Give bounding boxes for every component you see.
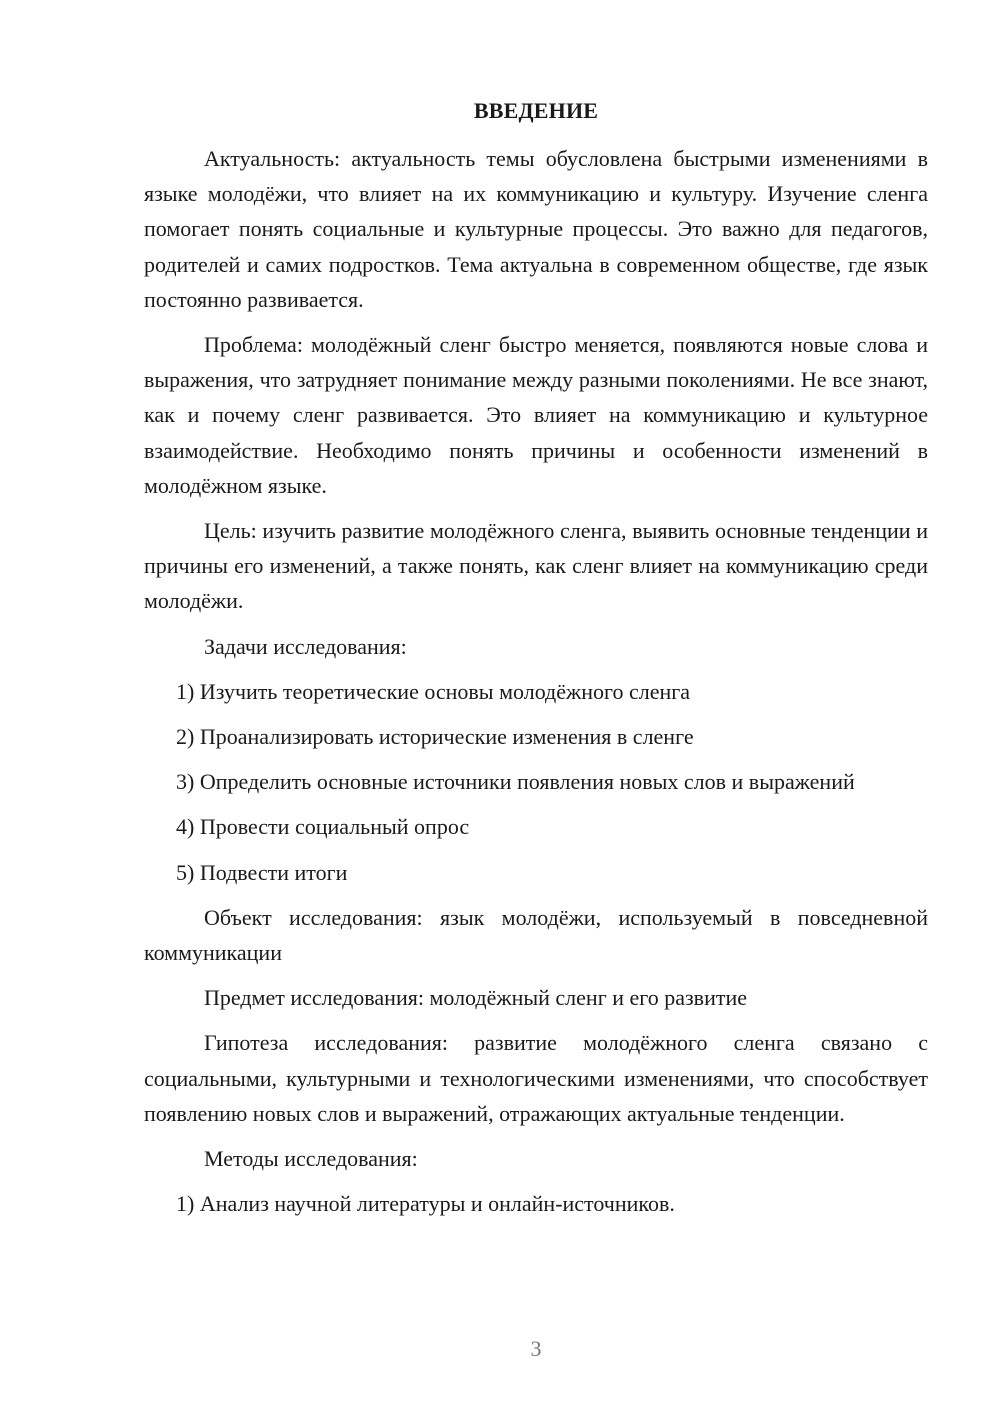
relevance-paragraph: Актуальность: актуальность темы обусловлена быстрыми изменениями в языке молодёжи, что влияет на их коммуникацию и культуру. Изучение сленга помогает понять социальные и культурные процессы. Это важно для педагогов, родителей и самих подростков. Тема актуальна в современном обществе, где язык постоянно развивается. — [144, 146, 928, 312]
page-title: ВВЕДЕНИЕ — [473, 98, 599, 123]
task-item-5: 5) Подвести итоги — [176, 859, 348, 885]
object-paragraph: Объект исследования: язык молодёжи, используемый в повседневной коммуникации — [144, 904, 928, 966]
task-item-2: 2) Проанализировать исторические изменения в сленге — [176, 724, 694, 750]
subject-paragraph: Предмет исследования: молодёжный сленг и его развитие — [204, 985, 747, 1011]
task-item-1: 1) Изучить теоретические основы молодёжного сленга — [176, 678, 691, 704]
tasks-heading: Задачи исследования: — [204, 633, 407, 659]
page-number: 3 — [530, 1336, 542, 1361]
goal-paragraph: Цель: изучить развитие молодёжного сленга, выявить основные тенденции и причины его изменений, а также понять, как сленг влияет на коммуникацию среди молодёжи. — [144, 518, 928, 614]
hypothesis-paragraph: Гипотеза исследования: развитие молодёжного сленга связано с социальными, культурными и технологическими изменениями, что способствует появлению новых слов и выражений, отражающих актуальные тенденции. — [144, 1030, 928, 1126]
method-item-1: 1) Анализ научной литературы и онлайн-источников. — [176, 1191, 675, 1217]
document-body — [144, 141, 928, 1221]
methods-heading: Методы исследования: — [204, 1146, 418, 1172]
problem-paragraph: Проблема: молодёжный сленг быстро меняется, появляются новые слова и выражения, что затрудняет понимание между разными поколениями. Не все знают, как и почему сленг развивается. Это влияет на коммуникацию и культурное взаимодействие. Необходимо понять причины и особенности изменений в молодёжном языке. — [144, 332, 928, 498]
task-item-4: 4) Провести социальный опрос — [176, 814, 470, 840]
task-item-3: 3) Определить основные источники появления новых слов и выражений — [176, 769, 855, 795]
